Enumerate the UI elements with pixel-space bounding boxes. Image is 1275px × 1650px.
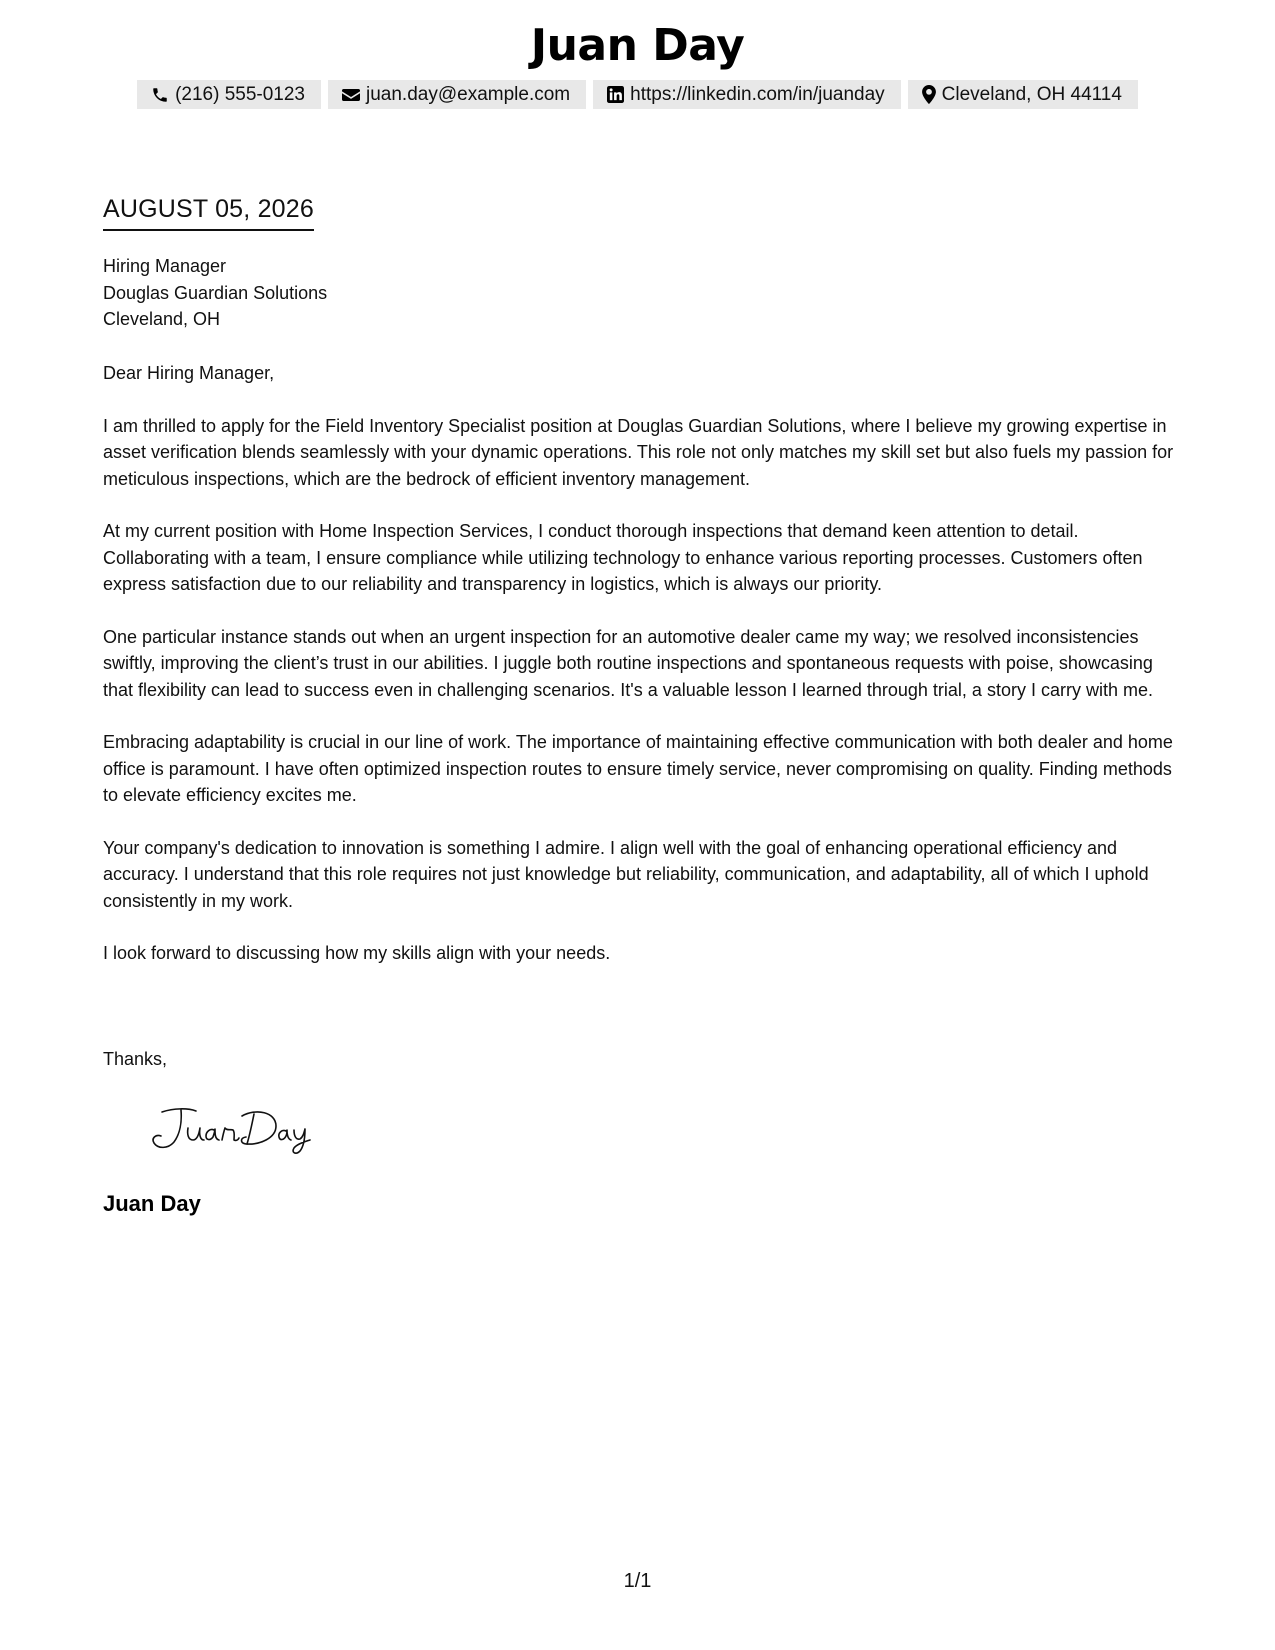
phone-text: (216) 555-0123 (175, 84, 305, 105)
contact-bar (0, 80, 1275, 109)
body-paragraph: I am thrilled to apply for the Field Inventory Specialist position at Douglas Guardian Solutions, where I believe my growing expertise in asset verification blends seamlessly with your dynamic operations. This role not only matches my skill set but also fuels my passion for meticulous inspections, which are the bedrock of efficient inventory management. (103, 415, 1174, 489)
email-text: juan.day@example.com (366, 84, 571, 105)
recipient-company: Douglas Guardian Solutions (103, 282, 328, 303)
letter-date: AUGUST 05, 2026 (103, 193, 314, 231)
phone-icon (151, 86, 169, 104)
contact-linkedin (593, 80, 901, 109)
map-marker-icon (922, 85, 936, 104)
signature-image (148, 1100, 318, 1161)
contact-phone (137, 80, 321, 109)
page-number: 1/1 (623, 1570, 652, 1592)
envelope-icon (342, 87, 360, 103)
closing: Thanks, (103, 1049, 168, 1069)
recipient-block (103, 253, 327, 333)
recipient-location: Cleveland, OH (103, 309, 221, 329)
contact-email (328, 80, 586, 109)
body-paragraph: Your company's dedication to innovation is something I admire. I align well with the goal of enhancing operational efficiency and accuracy. I understand that this role requires not just knowledge but reliability, communication, and adaptability, all of which I uphold consistently in my work. (103, 837, 1149, 911)
body-paragraph: I look forward to discussing how my skills align with your needs. (103, 943, 611, 963)
recipient-title: Hiring Manager (103, 256, 227, 276)
body-paragraph: At my current position with Home Inspection Services, I conduct thorough inspections that demand keen attention to detail. Collaborating with a team, I ensure compliance while utilizing technology to enhance various reporting processes. Customers often express satisfaction due to our reliability and transparency in logistics, which is always our priority. (103, 521, 1143, 594)
contact-location (908, 80, 1138, 109)
linkedin-text: https://linkedin.com/in/juanday (630, 84, 885, 105)
location-text: Cleveland, OH 44114 (941, 84, 1122, 105)
page-title: Juan Day (530, 20, 745, 71)
signer-name: Juan Day (103, 1191, 201, 1216)
salutation: Dear Hiring Manager, (103, 363, 275, 383)
body-paragraph: Embracing adaptability is crucial in our line of work. The importance of maintaining effective communication with both dealer and home office is paramount. I have often optimized inspection routes to ensure timely service, never compromising on quality. Finding methods to elevate efficiency excites me. (103, 732, 1173, 805)
linkedin-icon (607, 86, 624, 103)
body-paragraph: One particular instance stands out when an urgent inspection for an automotive dealer came my way; we resolved inconsistencies swiftly, improving the client’s trust in our abilities. I juggle both routine inspections and spontaneous requests with poise, showcasing that flexibility can lead to success even in challenging scenarios. It's a valuable lesson I learned through trial, a story I carry with me. (103, 626, 1153, 700)
letter-body (103, 360, 1183, 993)
